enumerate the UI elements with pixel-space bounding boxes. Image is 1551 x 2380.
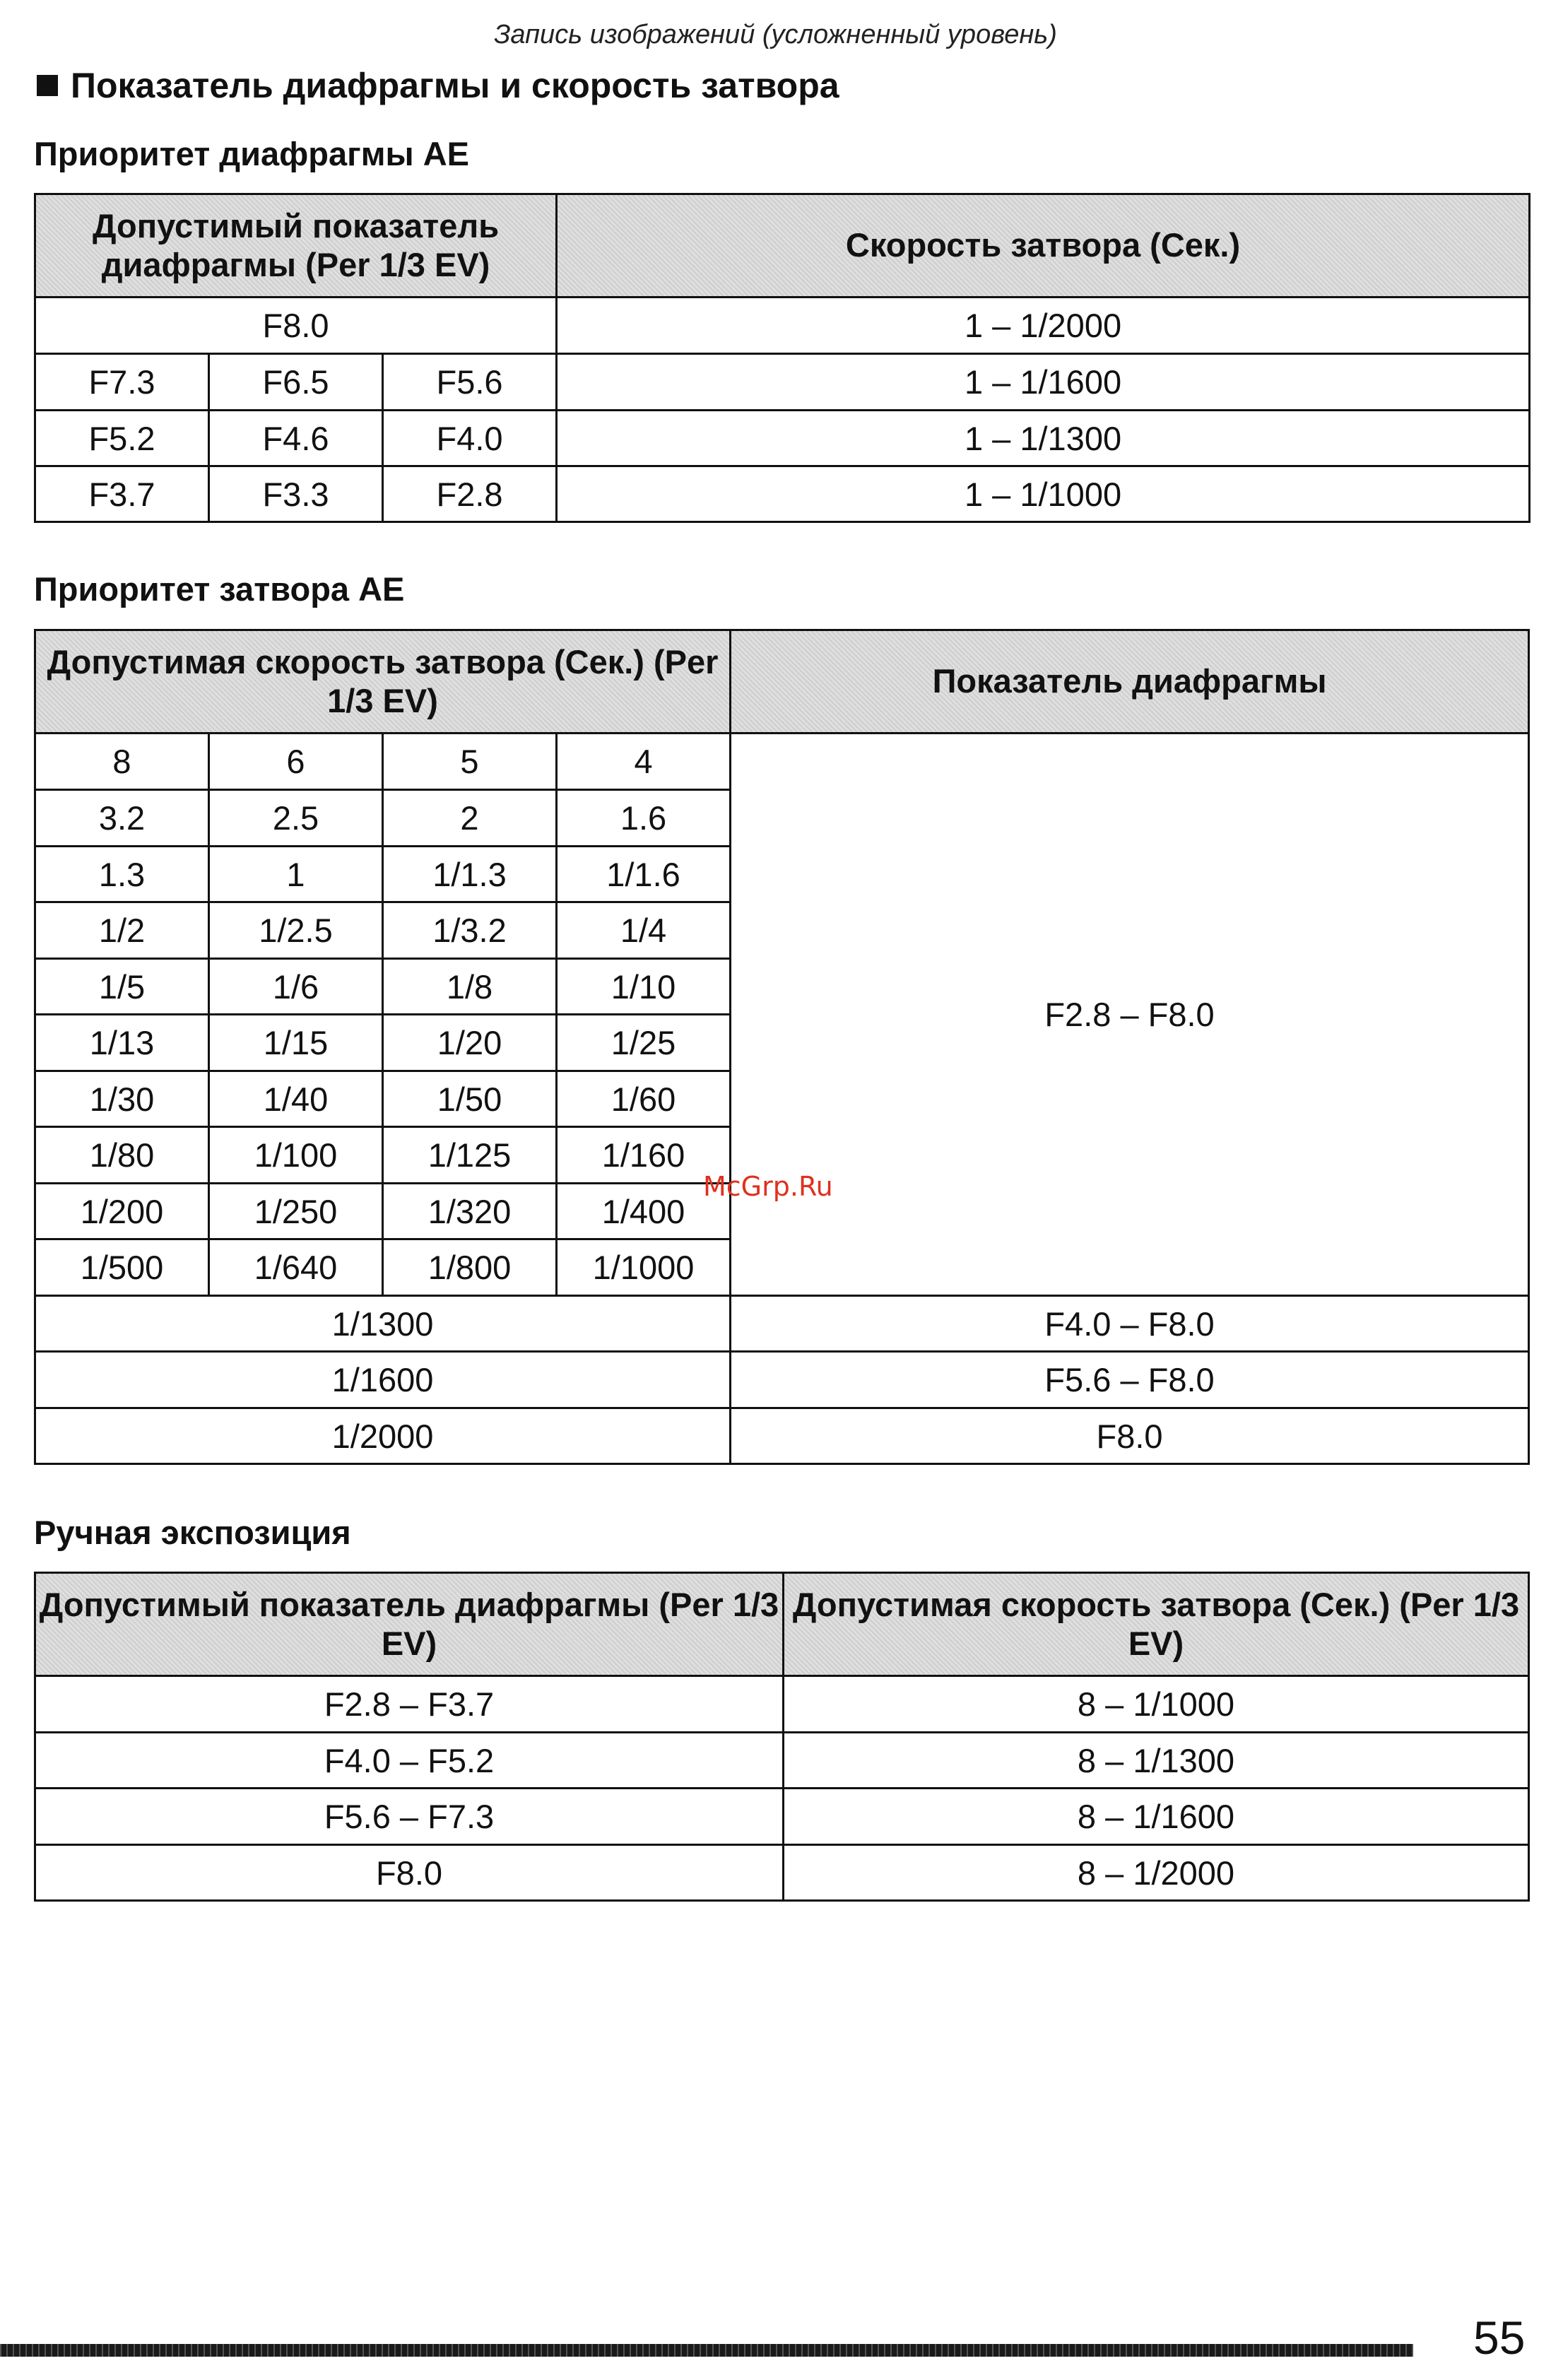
shutter-priority-heading: Приоритет затвора AE: [34, 570, 405, 608]
shutter-speed-cell: 8: [35, 734, 209, 790]
shutter-speed-cell: 5: [383, 734, 557, 790]
aperture-range-cell: F5.6 – F7.3: [35, 1789, 784, 1845]
shutter-speed-cell: 1/8: [383, 959, 557, 1015]
shutter-speed-cell: 1.3: [35, 847, 209, 902]
shutter-speed-cell: 1/5: [35, 959, 209, 1015]
shutter-speed-cell: 1/30: [35, 1071, 209, 1127]
shutter-speed-cell: 1/200: [35, 1184, 209, 1239]
table-row: [35, 1408, 1529, 1464]
shutter-range-cell: 8 – 1/2000: [784, 1845, 1529, 1901]
shutter-speed-cell: 1/2: [35, 902, 209, 959]
page-number: 55: [1473, 2311, 1526, 2364]
aperture-priority-table: [34, 193, 1531, 523]
shutter-priority-header-shutter: Допустимая скорость затвора (Сек.) (Per 1/3 EV): [35, 630, 731, 734]
aperture-priority-header-aperture: Допустимый показатель диафрагмы (Per 1/3 EV): [35, 194, 557, 298]
shutter-speed-cell: 1/60: [557, 1071, 731, 1127]
aperture-cell: F5.2: [35, 411, 209, 466]
shutter-speed-cell: 1/1600: [35, 1352, 731, 1408]
shutter-speed-cell: 2.5: [209, 790, 383, 847]
shutter-speed-cell: 1/3.2: [383, 902, 557, 959]
aperture-cell: F3.3: [209, 466, 383, 522]
shutter-range-cell: 1 – 1/2000: [557, 298, 1530, 354]
aperture-range-cell: F4.0 – F5.2: [35, 1733, 784, 1789]
manual-exposure-header-shutter: Допустимая скорость затвора (Сек.) (Per 1/3 EV): [784, 1573, 1529, 1676]
aperture-range-cell: F2.8 – F8.0: [731, 734, 1529, 1296]
shutter-speed-cell: 1/160: [557, 1127, 731, 1184]
aperture-cell: F2.8: [383, 466, 557, 522]
page-header: Запись изображений (усложненный уровень): [494, 20, 1057, 49]
table-row: [35, 1352, 1529, 1408]
table-row: [35, 1733, 1529, 1789]
shutter-speed-cell: 1/250: [209, 1184, 383, 1239]
manual-exposure-heading: Ручная экспозиция: [34, 1514, 351, 1551]
manual-exposure-table: [34, 1572, 1530, 1902]
aperture-cell: F5.6: [383, 354, 557, 411]
shutter-range-cell: 8 – 1/1600: [784, 1789, 1529, 1845]
table-row: [35, 466, 1530, 522]
shutter-speed-cell: 1/125: [383, 1127, 557, 1184]
table-row: [35, 298, 1530, 354]
shutter-speed-cell: 1/15: [209, 1015, 383, 1071]
shutter-speed-cell: 1/4: [557, 902, 731, 959]
shutter-speed-cell: 1/80: [35, 1127, 209, 1184]
manual-exposure-header-aperture: Допустимый показатель диафрагмы (Per 1/3 EV): [35, 1573, 784, 1676]
shutter-speed-cell: 4: [557, 734, 731, 790]
shutter-speed-cell: 1/320: [383, 1184, 557, 1239]
shutter-speed-cell: 1/1300: [35, 1296, 731, 1352]
shutter-speed-cell: 1/1.6: [557, 847, 731, 902]
shutter-speed-cell: 1/25: [557, 1015, 731, 1071]
shutter-priority-table: [34, 629, 1530, 1465]
shutter-speed-cell: 1/2000: [35, 1408, 731, 1464]
aperture-cell: F8.0: [35, 298, 557, 354]
aperture-cell: F4.6: [209, 411, 383, 466]
table-row: [35, 354, 1530, 411]
shutter-range-cell: 1 – 1/1600: [557, 354, 1530, 411]
shutter-speed-cell: 2: [383, 790, 557, 847]
shutter-speed-cell: 1/10: [557, 959, 731, 1015]
shutter-speed-cell: 1/20: [383, 1015, 557, 1071]
shutter-range-cell: 8 – 1/1300: [784, 1733, 1529, 1789]
shutter-speed-cell: 1.6: [557, 790, 731, 847]
shutter-range-cell: 1 – 1/1000: [557, 466, 1530, 522]
shutter-speed-cell: 1/1.3: [383, 847, 557, 902]
shutter-speed-cell: 1/500: [35, 1239, 209, 1296]
aperture-range-cell: F4.0 – F8.0: [731, 1296, 1529, 1352]
table-row: [35, 1789, 1529, 1845]
section-title-text: Показатель диафрагмы и скорость затвора: [71, 66, 839, 105]
shutter-speed-cell: 1/50: [383, 1071, 557, 1127]
shutter-speed-cell: 1/13: [35, 1015, 209, 1071]
aperture-priority-heading: Приоритет диафрагмы AE: [34, 135, 469, 172]
shutter-speed-cell: 1/640: [209, 1239, 383, 1296]
table-row: [35, 411, 1530, 466]
aperture-cell: F7.3: [35, 354, 209, 411]
shutter-speed-cell: 3.2: [35, 790, 209, 847]
shutter-priority-header-aperture: Показатель диафрагмы: [731, 630, 1529, 734]
table-row: [35, 1845, 1529, 1901]
aperture-range-cell: F5.6 – F8.0: [731, 1352, 1529, 1408]
shutter-speed-cell: 1/40: [209, 1071, 383, 1127]
shutter-speed-cell: 1/1000: [557, 1239, 731, 1296]
square-bullet-icon: [37, 75, 58, 96]
shutter-speed-cell: 6: [209, 734, 383, 790]
aperture-range-cell: F8.0: [35, 1845, 784, 1901]
table-row: [35, 1296, 1529, 1352]
shutter-speed-cell: 1/6: [209, 959, 383, 1015]
watermark: McGrp.Ru: [703, 1171, 833, 1202]
aperture-cell: F6.5: [209, 354, 383, 411]
section-title: [37, 65, 839, 106]
aperture-range-cell: F2.8 – F3.7: [35, 1676, 784, 1733]
shutter-range-cell: 8 – 1/1000: [784, 1676, 1529, 1733]
shutter-range-cell: 1 – 1/1300: [557, 411, 1530, 466]
footer-bar: [0, 2344, 1413, 2357]
shutter-speed-cell: 1: [209, 847, 383, 902]
table-row: [35, 734, 1529, 790]
table-row: [35, 1676, 1529, 1733]
shutter-speed-cell: 1/2.5: [209, 902, 383, 959]
shutter-speed-cell: 1/400: [557, 1184, 731, 1239]
aperture-priority-header-shutter: Скорость затвора (Сек.): [557, 194, 1530, 298]
shutter-speed-cell: 1/100: [209, 1127, 383, 1184]
aperture-cell: F4.0: [383, 411, 557, 466]
aperture-cell: F3.7: [35, 466, 209, 522]
aperture-range-cell: F8.0: [731, 1408, 1529, 1464]
shutter-speed-cell: 1/800: [383, 1239, 557, 1296]
